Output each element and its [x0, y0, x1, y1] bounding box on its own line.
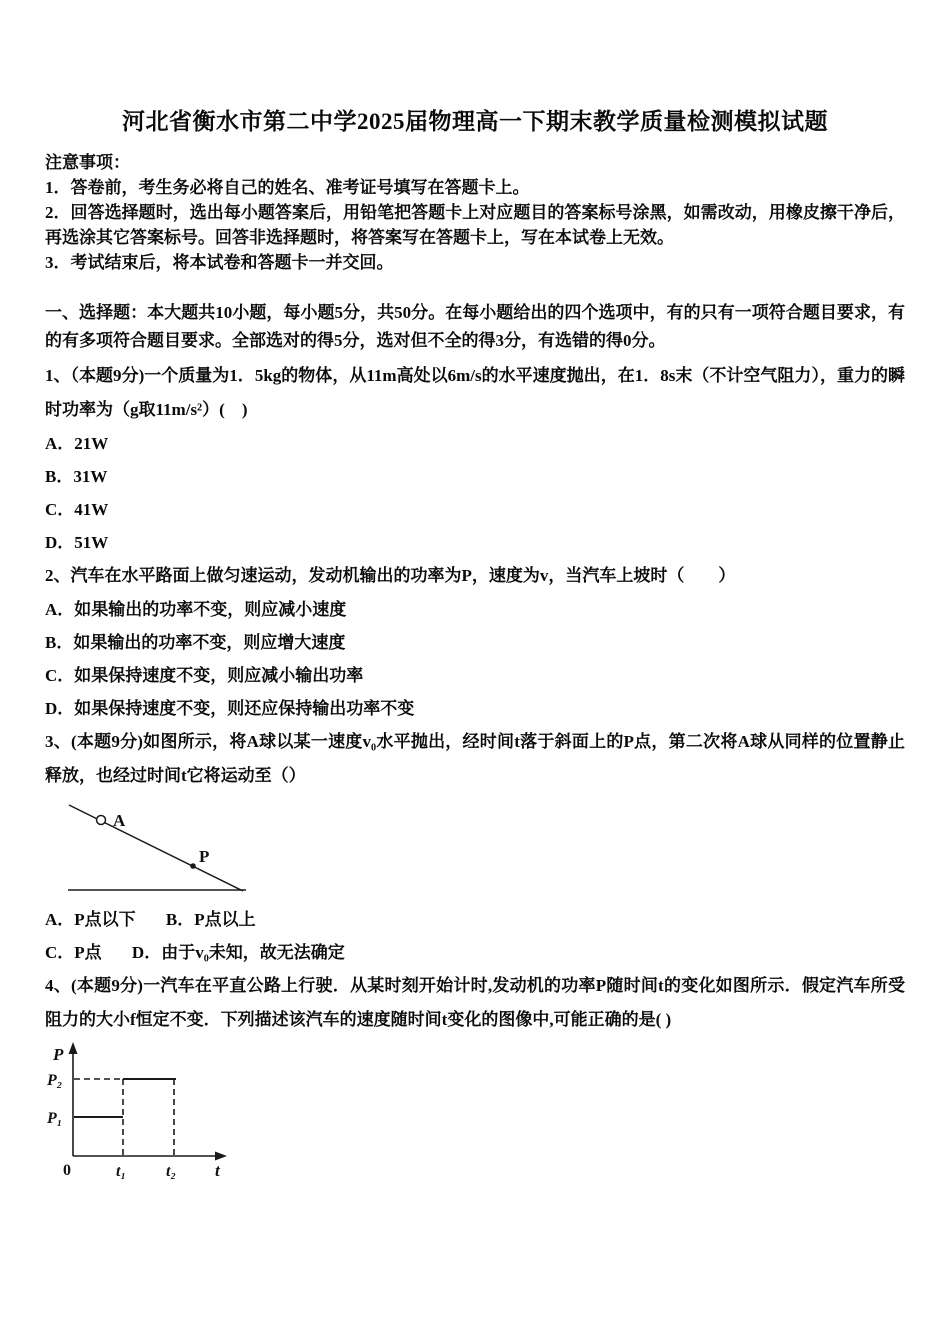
- notice-item-3: 3．考试结束后，将本试卷和答题卡一并交回。: [45, 253, 394, 272]
- question-3: [45, 725, 905, 969]
- point-p-label: P: [199, 847, 210, 866]
- incline-figure-svg: [57, 799, 267, 899]
- t1-tick-label: t₁: [116, 1163, 127, 1180]
- question-2-option-c: C．如果保持速度不变，则应减小输出功率: [45, 666, 364, 685]
- ball-a-marker: [97, 816, 106, 825]
- question-2: [45, 559, 905, 725]
- power-time-graph-svg: [45, 1041, 260, 1189]
- question-1-option-a: A．21W: [45, 434, 109, 453]
- question-3-option-c: C．P点: [45, 943, 102, 962]
- y-axis-arrow: [69, 1042, 78, 1054]
- notice-heading: 注意事项：: [45, 153, 130, 172]
- x-axis-arrow: [215, 1152, 227, 1161]
- question-2-option-a: A．如果输出的功率不变，则应减小速度: [45, 600, 347, 619]
- p1-tick-label: P₁: [47, 1110, 63, 1127]
- x-axis-label: t: [215, 1161, 220, 1180]
- notice-item-2: 2．回答选择题时，选出每小题答案后，用铅笔把答题卡上对应题目的答案标号涂黑，如需改动，用橡皮擦干净后，再选涂其它答案标号。回答非选择题时，将答案写在答题卡上，写在本试卷上无效。: [45, 203, 905, 247]
- question-1: [45, 359, 905, 559]
- point-p-marker: [190, 863, 196, 869]
- question-3-options-row-2: [45, 936, 905, 969]
- y-axis-label: P: [53, 1045, 64, 1064]
- question-1-option-b: B．31W: [45, 467, 108, 486]
- question-2-stem: 2、汽车在水平路面上做匀速运动，发动机输出的功率为P，速度为v，当汽车上坡时（ ）: [45, 566, 736, 585]
- incline-line: [69, 805, 243, 891]
- origin-label: 0: [63, 1162, 71, 1179]
- question-2-option-d: D．如果保持速度不变，则还应保持输出功率不变: [45, 699, 415, 718]
- question-1-option-c: C．41W: [45, 500, 109, 519]
- ball-a-label: A: [113, 811, 126, 830]
- notice-section: [45, 150, 905, 275]
- question-4: [45, 969, 905, 1189]
- question-3-option-a: A．P点以下: [45, 910, 136, 929]
- power-time-graph: [45, 1041, 905, 1189]
- question-1-option-d: D．51W: [45, 533, 109, 552]
- notice-item-1: 1．答卷前，考生务必将自己的姓名、准考证号填写在答题卡上。: [45, 178, 530, 197]
- question-4-stem: 4、(本题9分)一汽车在平直公路上行驶．从某时刻开始计时,发动机的功率P随时间t的变化如图所示．假定汽车所受阻力的大小f恒定不变．下列描述该汽车的速度随时间t变化的图像中,可能正确的是( ): [45, 976, 905, 1029]
- question-3-option-b: B．P点以上: [165, 910, 256, 929]
- question-2-option-b: B．如果输出的功率不变，则应增大速度: [45, 633, 346, 652]
- question-3-options-row-1: [45, 903, 905, 936]
- section-1-heading: 一、选择题：本大题共10小题，每小题5分，共50分。在每小题给出的四个选项中，有的只有一项符合题目要求，有的有多项符合题目要求。全部选对的得5分，选对但不全的得3分，有选错的得0分。: [45, 303, 905, 350]
- question-3-stem: 3、(本题9分)如图所示，将A球以某一速度v₀水平抛出，经时间t落于斜面上的P点，第二次将A球从同样的位置静止释放，也经过时间t它将运动至（）: [45, 732, 905, 785]
- t2-tick-label: t₂: [166, 1163, 177, 1180]
- p2-tick-label: P₂: [47, 1072, 63, 1089]
- question-3-option-d: D．由于v₀未知，故无法确定: [131, 943, 345, 962]
- incline-figure: [57, 799, 905, 899]
- page-title: 河北省衡水市第二中学2025届物理高一下期末教学质量检测模拟试题: [122, 109, 828, 134]
- question-1-stem: 1、（本题9分)一个质量为1．5kg的物体，从11m高处以6m/s的水平速度抛出，在1．8s末（不计空气阻力），重力的瞬时功率为（g取11m/s²）( ): [45, 366, 905, 419]
